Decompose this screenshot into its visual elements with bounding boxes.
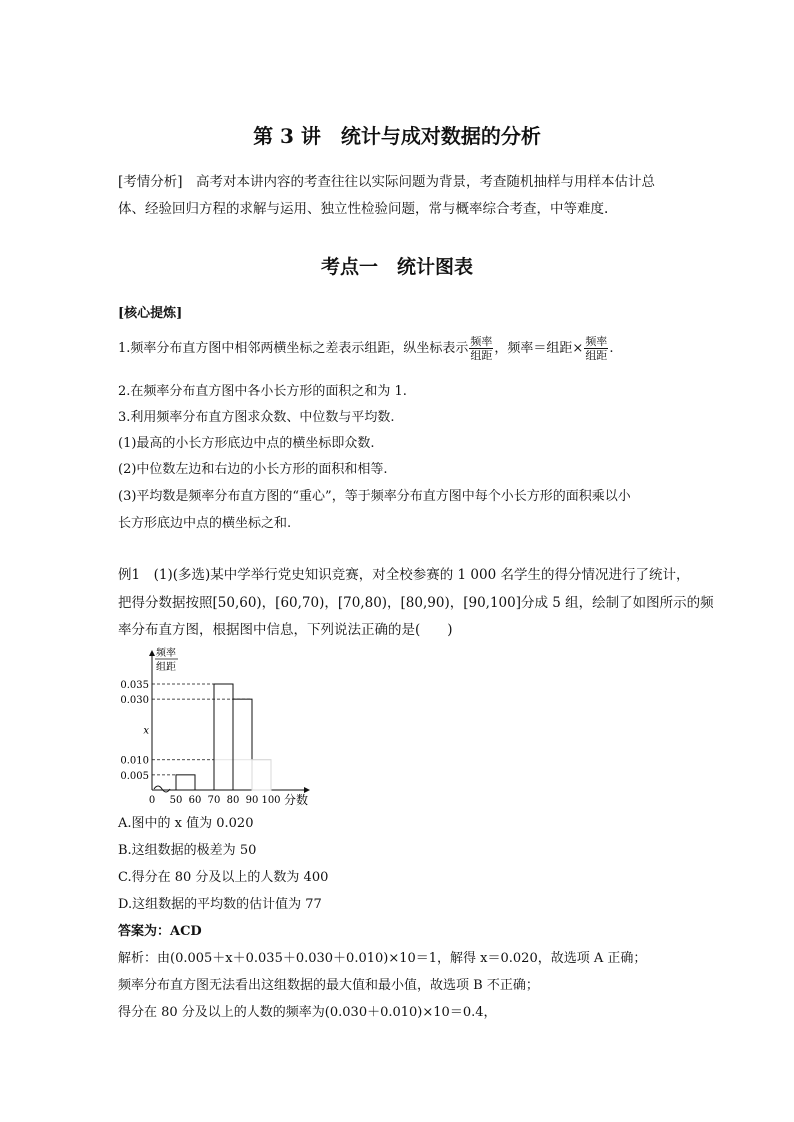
x-tick-label: 80 — [226, 795, 240, 806]
core-item-1-text-c: . — [609, 341, 614, 356]
histogram-bar — [252, 760, 271, 790]
fraction-numerator: 频率 — [585, 335, 608, 348]
core-item-2: 2.在频率分布直方图中各小长方形的面积之和为 1. — [118, 384, 407, 399]
solution-line-3: 得分在 80 分及以上的人数的频率为(0.030＋0.010)×10＝0.4， — [118, 1005, 497, 1020]
y-tick-label: 0.030 — [120, 695, 149, 707]
page-title: 第 3 讲 统计与成对数据的分析 — [253, 124, 541, 148]
x-axis-label: 分数 — [283, 793, 309, 807]
core-item-1 — [118, 332, 613, 366]
x-tick-label: 50 — [169, 795, 183, 806]
histogram-bar — [214, 684, 233, 790]
core-item-1-text-b: ，频率＝组距× — [494, 341, 584, 356]
y-axis-label-numerator: 频率 — [156, 648, 176, 659]
solution-line-1: 解析：由(0.005＋x＋0.035＋0.030＋0.010)×10＝1，解得 x＝0.020，故选项 A 正确； — [118, 951, 647, 966]
option-d: D.这组数据的平均数的估计值为 77 — [118, 897, 322, 912]
histogram-bar — [176, 775, 195, 790]
y-tick-label: 0.005 — [120, 770, 149, 782]
core-heading: [核心提炼] — [118, 306, 183, 321]
histogram-bar — [233, 699, 252, 790]
x-tick-label: 90 — [245, 795, 259, 806]
origin-label: 0 — [148, 795, 156, 806]
y-tick-label: x — [143, 725, 149, 737]
x-tick-label: 60 — [188, 795, 202, 806]
intro-line-2: 体、经验回归方程的求解与运用、独立性检验问题，常与概率综合考查，中等难度. — [118, 201, 609, 217]
option-b: B.这组数据的极差为 50 — [118, 843, 257, 858]
core-item-3-1: (1)最高的小长方形底边中点的横坐标即众数. — [118, 436, 375, 451]
x-tick-label: 100 — [261, 795, 281, 806]
histogram-chart — [114, 642, 324, 807]
example-line-3: 率分布直方图，根据图中信息，下列说法正确的是( ) — [118, 622, 453, 638]
option-a: A.图中的 x 值为 0.020 — [118, 816, 254, 831]
core-item-3: 3.利用频率分布直方图求众数、中位数与平均数. — [118, 410, 395, 425]
faint-guide-box — [214, 760, 271, 790]
core-item-3-3a: (3)平均数是频率分布直方图的“重心”，等于频率分布直方图中每个小长方形的面积乘以小 — [118, 489, 631, 504]
option-c: C.得分在 80 分及以上的人数为 400 — [118, 870, 329, 885]
axis-break-mark — [154, 786, 170, 792]
y-tick-label: 0.035 — [120, 680, 149, 691]
core-item-1-text-a: 1.频率分布直方图中相邻两横坐标之差表示组距，纵坐标表示 — [118, 341, 469, 356]
solution-line-2: 频率分布直方图无法看出这组数据的最大值和最小值，故选项 B 不正确； — [118, 978, 539, 993]
answer: 答案为：ACD — [118, 924, 202, 939]
core-item-3-2: (2)中位数左边和右边的小长方形的面积和相等. — [118, 462, 388, 477]
y-axis-label-denominator: 组距 — [156, 662, 176, 673]
fraction-freq-over-width-2 — [584, 335, 608, 362]
example-line-2: 把得分数据按照[50,60)，[60,70)，[70,80)，[80,90)，[90,100]分成 5 组，绘制了如图所示的频 — [118, 595, 714, 611]
fraction-denominator: 组距 — [470, 349, 493, 362]
y-axis-arrow — [149, 650, 155, 656]
y-tick-label: 0.010 — [120, 755, 149, 767]
example-line-1: 例1 (1)(多选)某中学举行党史知识竞赛，对全校参赛的 1 000 名学生的得分情况进行了统计， — [118, 567, 690, 583]
fraction-numerator: 频率 — [470, 335, 493, 348]
x-tick-label: 70 — [207, 795, 221, 806]
section-title: 考点一 统计图表 — [320, 256, 473, 278]
histogram-plot — [120, 646, 310, 807]
intro-line-1: [考情分析] 高考对本讲内容的考查往往以实际问题为背景，考查随机抽样与用样本估计总 — [118, 174, 656, 190]
fraction-freq-over-width — [469, 335, 493, 362]
fraction-denominator: 组距 — [585, 349, 608, 362]
core-item-3-3b: 长方形底边中点的横坐标之和. — [118, 516, 292, 531]
